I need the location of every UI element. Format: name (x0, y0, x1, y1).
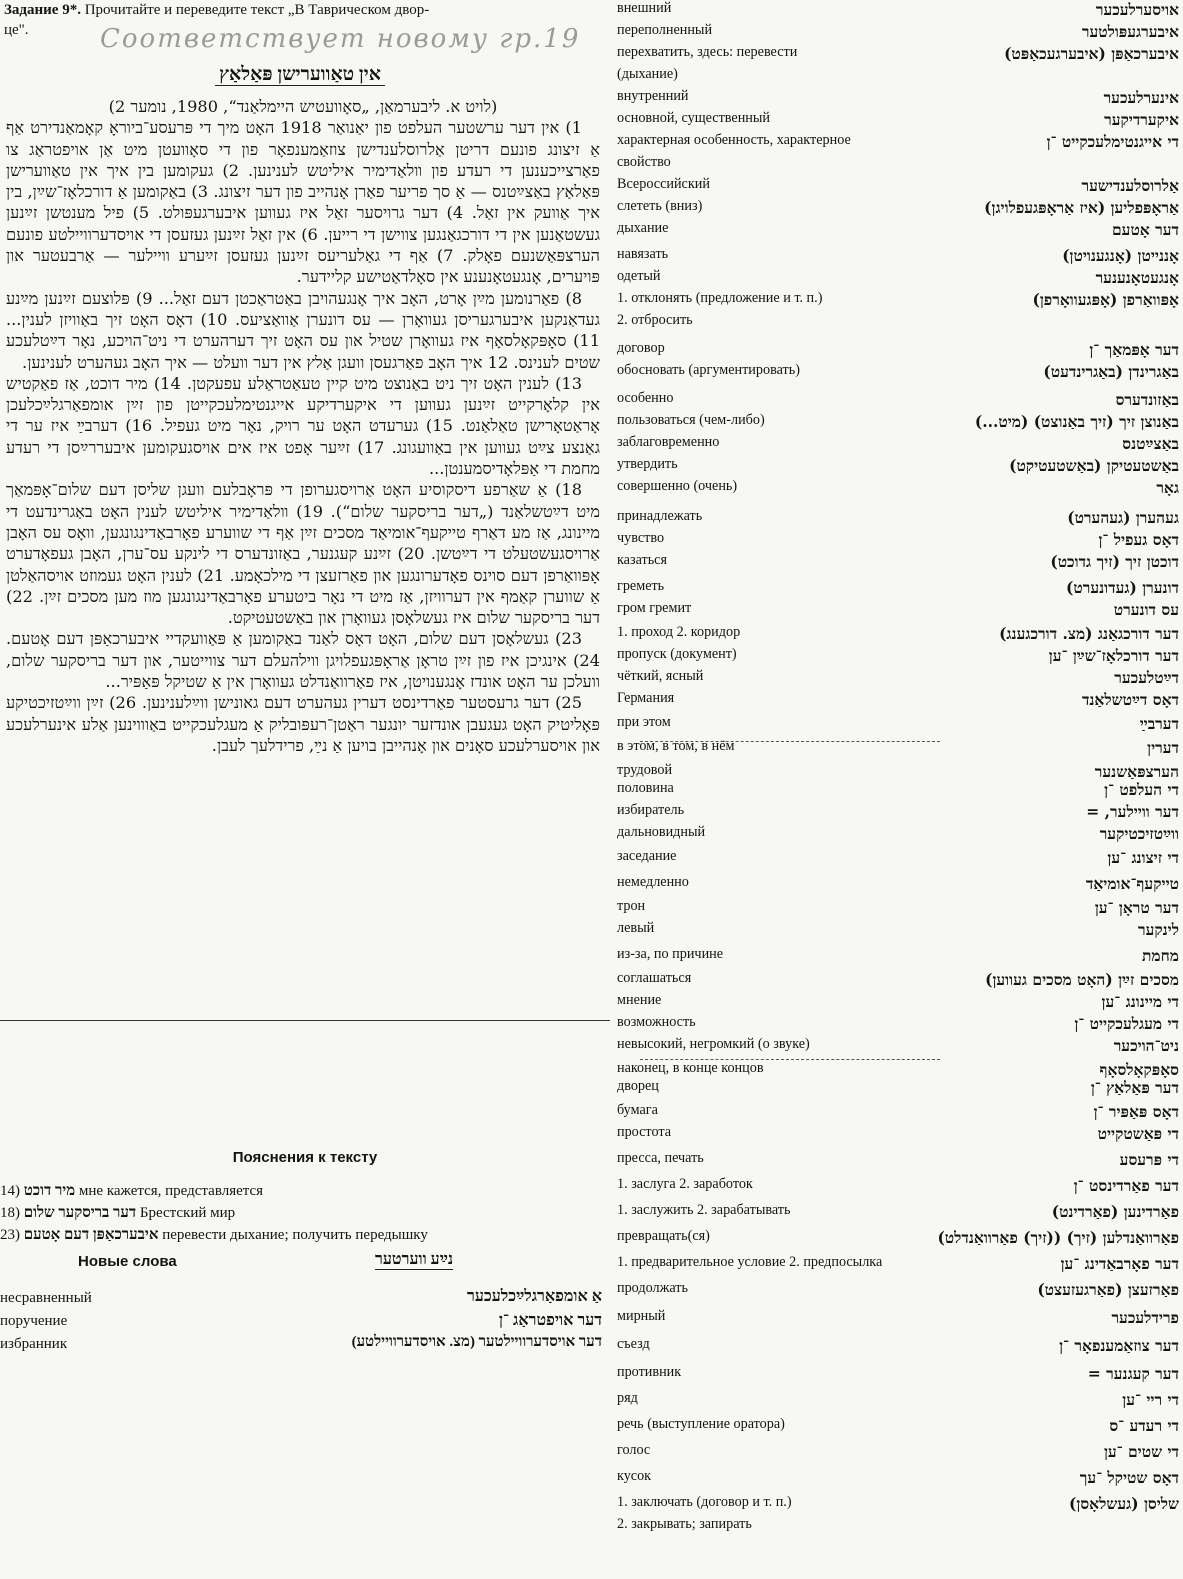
vocab-ru: возможность (617, 1014, 696, 1030)
vocab-yd: אינערלעכער (1103, 88, 1179, 107)
vocab-yd: גאָר (1156, 478, 1179, 497)
vocab-yd: דער צוזאַמענפאָר ־ן (1059, 1336, 1179, 1355)
vocab-ru: внешний (617, 0, 672, 16)
vocab-ru: при этом (617, 714, 671, 730)
dashed-divider (640, 741, 940, 742)
vocab-entry (612, 1468, 1183, 1490)
vocab-ru: Германия (617, 690, 675, 706)
story-paragraph: 18) אַ שאַרפע דיסקוסיע האָט אַרויסגערופן די פּראָבלעם וועגן שליסן דעם שלום־אָפּמאַך מיט דײַטשלאַנד („דער בריסקער שלום“). 19) װלאַדימיר איליטש לענין האָט באַגרינדעט די מיינונג, אַז מע דאַרף טייקעף־אומיאַד מסכים זײַן אַף די שווערע פאָרבאַדינגונגען, וואָס עס האָבן אַרויסגעשטעלט די דײַטשן. 20) זײַנע קעגנער, באַזונדערס די לינקע עס־ערן, האָבן געפאָדערט אָפּוואַרפן דעם סוינס פאָדערונגען און פאַרזעצן די מילכאָמע. 21) לענין האָט געמוזט אויסהאַלטן אַ שווערן קאַמף אין דערוויזן, אַז מיט די נאָר ביטערע פאָרבאַדינגונגען מוז מען מסכים זײַן. 22) דער בריסקער שלום איז געשלאָסן געוואָרן און באַשטעטיקט. (6, 480, 600, 628)
vocab-yd: דער קעגנער = (1087, 1364, 1179, 1383)
vocab-entry (612, 690, 1183, 712)
vocab-ru: левый (617, 920, 655, 936)
vocab-yd: דער אָפּמאַך ־ן (1089, 340, 1179, 359)
task-text: Прочитайте и переведите текст „В Таврическом двор- (84, 2, 430, 18)
vocab-ru: перехватить, здесь: перевести (617, 44, 798, 60)
vocab-ru: утвердить (617, 456, 678, 472)
vocab-entry (612, 88, 1183, 110)
vocab-ru: несравненный (0, 1290, 92, 1306)
vocab-yd: די זיצונג ־ען (1107, 848, 1179, 867)
vocab-yd: אויסערלעכער (1095, 0, 1179, 19)
vocab-ru-cont: свойство (617, 154, 671, 170)
vocab-yd: דאָס געפיל ־ן (1098, 530, 1179, 549)
vocab-yd: פרידלעכער (1111, 1308, 1179, 1327)
vocab-entry (612, 624, 1183, 646)
vocab-yd: טייקעף־אומיאַד (1085, 874, 1179, 893)
vocab-yd: אָנגעטאָנענער (1095, 268, 1179, 287)
vocab-ru: совершенно (очень) (617, 478, 738, 494)
vocab-entry (612, 110, 1183, 132)
vocab-ru: речь (выступление оратора) (617, 1416, 785, 1432)
vocab-entry (612, 668, 1183, 690)
vocab-ru: в этом, в том, в нём (617, 738, 735, 754)
vocab-entry (612, 874, 1183, 896)
vocab-yd: דוכטן זיך (זיך גדוכט) (1050, 552, 1179, 571)
vocab-yd: די שטים ־ען (1103, 1442, 1179, 1461)
vocab-entry (612, 340, 1183, 362)
vocab-yd: דער אויסדערוויילטער (מצ. אויסדערוויילטע) (351, 1334, 602, 1350)
vocab-ru: характерная особенность, характерное (617, 132, 851, 148)
vocab-yd: געהערן (געהערט) (1067, 508, 1179, 527)
vocab-entry (612, 22, 1183, 44)
vocab-yd: אָפּוואַרפן (אָפּגעוואָרפן) (1032, 290, 1179, 309)
vocab-entry (612, 478, 1183, 500)
vocab-ru: чёткий, ясный (617, 668, 704, 684)
vocab-ru: гром гремит (617, 600, 692, 616)
vocab-ru: внутренний (617, 88, 689, 104)
vocab-entry (612, 578, 1183, 600)
vocab-ru: простота (617, 1124, 672, 1140)
task-text-cont: це". (4, 22, 29, 38)
vocab-ru: 1. проход 2. коридор (617, 624, 741, 640)
vocab-entry (612, 246, 1183, 268)
vocab-entry (612, 530, 1183, 552)
vocab-yd: אַראָפּפליען (איז אַראָפּגעפלויגן) (984, 198, 1179, 217)
vocab-yd: שליסן (געשלאָסן) (1069, 1494, 1179, 1513)
vocab-ru: продолжать (617, 1280, 688, 1296)
vocab-ru: основной, существенный (617, 110, 771, 126)
vocab-ru: слететь (вниз) (617, 198, 703, 214)
vocab-entry (612, 1416, 1183, 1438)
vocab-ru: избранник (0, 1336, 68, 1352)
vocab-yd: לינקער (1137, 920, 1179, 939)
vocab-entry (612, 780, 1183, 802)
story-paragraph: 8) פאַרנומען מײַן אָרט, האָב איך אָנגעהויבן באַטראַכטן דעם זאַל... 9) פּלוצעם זײַנען מײַנע געדאַנקען איבערגעריסן געוואָרן — עס דונערן אַוואַציעס. 10) דאָס האָט זיך באַוויזן לענין... 11) סאָפּקאָלסאָף איז געוואָרן שטיל און עס האָט זיך דערהערט די ניט־הויכע, נאָר דײַטלעכע שטים לענינס. 12 איך האָב פאַרגעסן וועגן אַלץ אין דער וועלט — איך האָב געהערט לענינען. (6, 288, 600, 372)
vocab-entry (612, 970, 1183, 992)
vocab-entry (612, 1308, 1183, 1330)
vocab-ru: договор (617, 340, 665, 356)
vocab-entry (612, 220, 1183, 242)
vocab-ru: обосновать (аргументировать) (617, 362, 800, 378)
vocab-yd: ווײַטזיכטיקער (1099, 824, 1179, 843)
vocab-entry (612, 44, 1183, 82)
vocab-yd: מחמת (1141, 946, 1179, 965)
vocab-entry (612, 946, 1183, 968)
vocab-yd: איקערדיקער (1104, 110, 1179, 129)
vocab-entry (612, 1176, 1183, 1198)
vocab-yd: די מיינונג ־ען (1101, 992, 1179, 1011)
divider (0, 1020, 610, 1021)
vocab-entry (612, 824, 1183, 846)
vocab-entry (612, 1228, 1183, 1250)
new-words-label-ru: Новые слова (78, 1253, 177, 1270)
story-paragraph: (לויט א. ליבערמאַן, „סאָוועטיש היימלאַנד“, 1980, נומער 2) (108, 97, 498, 116)
task-label: Задание 9*. (4, 2, 81, 18)
vocab-entry (612, 1390, 1183, 1412)
vocab-yd: איבערגעפּולטער (1081, 22, 1179, 41)
vocab-ru: бумага (617, 1102, 658, 1118)
vocab-ru: наконец, в конце концов (617, 1060, 764, 1076)
vocab-ru: съезд (617, 1336, 650, 1352)
vocab-yd: סאָפּקאָלסאָף (1099, 1060, 1179, 1079)
vocab-ru: половина (617, 780, 674, 796)
vocab-entry (612, 1336, 1183, 1358)
vocab-ru: противник (617, 1364, 682, 1380)
vocab-ru: 1. заключать (договор и т. п.) (617, 1494, 792, 1510)
vocab-entry (612, 1014, 1183, 1036)
story-title: אין טאַווערישן פּאַלאַץ (0, 64, 600, 86)
vocab-yd: דערין (1147, 738, 1179, 757)
vocab-yd: דער פאָרבאַדינג ־ען (1060, 1254, 1179, 1273)
vocab-yd: עס דונערט (1113, 600, 1179, 619)
vocab-ru: 1. заслуга 2. заработок (617, 1176, 753, 1192)
note-item: 23) איבערכאַפּן דעם אָטעם перевести дыхание; получить передышку (0, 1227, 428, 1243)
vocab-ru: греметь (617, 578, 665, 594)
vocab-ru: одетый (617, 268, 661, 284)
vocab-ru: поручение (0, 1313, 68, 1329)
vocab-yd: דער דורכלאָז־שײַן ־ען (1048, 646, 1179, 665)
vocab-entry (612, 434, 1183, 456)
vocab-ru: кусок (617, 1468, 652, 1484)
vocab-ru: чувство (617, 530, 665, 546)
vocab-entry (612, 992, 1183, 1014)
vocab-entry (612, 508, 1183, 530)
vocab-ru: дыхание (617, 220, 669, 236)
vocab-ru: пропуск (документ) (617, 646, 737, 662)
vocab-yd: די רעדע ־ס (1109, 1416, 1179, 1435)
vocab-yd: די פּרעסע (1119, 1150, 1179, 1169)
vocab-entry (612, 198, 1183, 220)
vocab-ru: пресса, печать (617, 1150, 704, 1166)
vocab-entry (612, 1280, 1183, 1302)
vocab-yd: ניט־הויכער (1113, 1036, 1179, 1055)
vocab-entry (612, 1102, 1183, 1124)
vocab-entry (612, 1036, 1183, 1058)
vocab-yd: אַ אומפאַרגלײַכלעכער (466, 1288, 602, 1305)
vocab-yd: באַנוצן זיך (זיך באַנוצט) (מיט...) (974, 412, 1179, 431)
vocab-yd: דונערן (געדונערט) (1066, 578, 1179, 597)
vocab-ru-cont: 2. закрывать; запирать (617, 1516, 752, 1532)
notes-title: Пояснения к тексту (232, 1149, 378, 1166)
vocab-yd: באַשטעטיקן (באַשטעטיקט) (1009, 456, 1179, 475)
vocab-yd: דער וויילער, = (1086, 802, 1179, 821)
vocab-ru: навязать (617, 246, 669, 262)
vocab-ru: трудовой (617, 762, 673, 778)
vocab-yd: די העלפט ־ן (1104, 780, 1179, 799)
vocab-entry (612, 646, 1183, 668)
vocab-ru: дворец (617, 1078, 659, 1094)
story-paragraph: 1) אין דער ערשטער העלפט פון יאַנואַר 1918 האָט מיך די פּרעסע־ביוראָ קאָמאַנדירט אַף אַ זיצונג פונעם דריטן אַלרוסלענדישן צוזאַמענפאָר פון די סאָוועטן מיט אַן אויפטראַג צו פאַרצייכענען די רעדע פון װלאַדימיר איליטש לענינען. 2) געקומען בין איך אין טאַווערישן פּאַלאַץ באַצײַטנס — אַ סך פריער פאַרן אָנהייב פון דער זיצונג. 3) באַקומען אַ דורכלאָז־שײַן, בין איך אַוועק אין זאַל. 4) דער גרויסער זאַל איז געווען איבערגעפּולט. 5) פיל מענטשן זײַנען געשטאַנען אין די דורכגאַנגען צווישן די רייען. 6) אין זאַל זײַנען געזעסן די אויסדערוויילטע פונעם הערצפּאַשנעם פאָלק. 7) אַף די גאַלעריעס זײַנען געזעסן זײַערע וויילער — אַרבעטער און פּויערים, אָנגעטאָנענע אין סאָלדאַטישע קליידער. (6, 118, 601, 287)
vocab-entry (612, 132, 1183, 170)
vocab-ru: соглашаться (617, 970, 692, 986)
vocab-yd: אָננייטן (אָנגענויטן) (1062, 246, 1179, 265)
vocab-ru: Всероссийский (617, 176, 710, 192)
vocab-yd: מסכים זײַן (האָט מסכים געווען) (985, 970, 1179, 989)
story-paragraph: 23) געשלאָסן דעם שלום, האָט דאָס לאַנד באַקומען אַ פּאַוועקדיי איבערכאַפּן דעם אָטעם. 24) אינגיכן איז פון זײַן טראָן אַראָפּגעפלויגן ווילהעלם דער צווייטער, און דער בריסקער שלום, וועלכן ער האָט אונדז אָנגענויטן, איז פאַרוואַנדלט געוואָרן אין אַ שטיקל פּאַפּיר... (6, 629, 600, 692)
story-paragraph: 25) דער גרעסטער פאַרדינסט דערין געהערט דעם גאונישן ווײַלענינען. 26) זײַן ווײַטזיכטיקע פּאָליטיק האָט געגעבן אונדזער יונגער ראַטן־רעפּובליק אַ מעגלעכקייט באַוווינען אַלע אינערלעכע און אויסערלעכע סאָנים און אָנהייבן בויען אַ נײַ, פרידלעך לעבן. (6, 693, 600, 755)
vocab-ru: 1. заслужить 2. зарабатывать (617, 1202, 791, 1218)
handwritten-note: Соответствует новому гр.19 (100, 24, 581, 54)
vocab-ru: пользоваться (чем-либо) (617, 412, 765, 428)
dashed-divider (640, 1059, 940, 1060)
vocab-yd: דער פּאַלאַץ ־ן (1090, 1078, 1179, 1097)
vocab-yd: פאַרזעצן (פאַרגעזעצט) (1037, 1280, 1179, 1299)
vocab-entry (612, 1494, 1183, 1532)
note-item: 18) דער בריסקער שלום Брестский мир (0, 1205, 236, 1221)
vocab-entry (612, 1124, 1183, 1146)
vocab-yd: דער אויפטראַג ־ן (498, 1312, 602, 1329)
vocab-entry (612, 898, 1183, 920)
vocab-ru-cont: (дыхание) (617, 66, 678, 82)
new-words-label-yd: נײַע ווערטער (375, 1251, 454, 1268)
vocab-yd: דערבײַ (1139, 714, 1179, 733)
vocab-entry (612, 1364, 1183, 1386)
vocab-yd: דאָס דײַטשלאַנד (1081, 690, 1179, 709)
vocab-yd: פאַרוואַנדלען (זיך) ((זיך) פאַרוואַנדלט) (937, 1228, 1179, 1247)
vocab-yd: דאָס פּאַפּיר ־ן (1093, 1102, 1179, 1121)
vocab-entry (612, 714, 1183, 736)
vocab-entry (612, 176, 1183, 198)
vocab-ru: заблаговременно (617, 434, 720, 450)
vocab-entry (612, 456, 1183, 478)
vocab-entry (612, 1254, 1183, 1276)
vocabulary-column (612, 0, 1183, 1579)
vocab-ru: дальновидный (617, 824, 706, 840)
vocab-entry (612, 0, 1183, 22)
story-body (6, 96, 600, 756)
vocab-yd: דער פאַרדינסט ־ן (1073, 1176, 1179, 1195)
vocab-entry (612, 552, 1183, 574)
vocab-entry (612, 268, 1183, 290)
vocab-yd: אַלרוסלענדישער (1081, 176, 1179, 195)
vocab-yd: דער טראָן ־ען (1094, 898, 1179, 917)
vocab-ru: немедленно (617, 874, 689, 890)
vocab-yd: באַצײַטנס (1122, 434, 1179, 453)
vocab-yd: די ריי ־ען (1122, 1390, 1179, 1409)
vocab-yd: דער דורכגאַנג (מצ. דורכגענג) (999, 624, 1179, 643)
vocab-entry (612, 1078, 1183, 1100)
story-paragraph: 13) לענין האָט זיך ניט באַנוצט מיט קיין טעאַטראַלע עפעקטן. 14) מיר דוכט, אַז פאַקטיש אין קלאָרקייט זײַנען געווען די איקערדיקע אייגנטימלעכקייטן פון זײַן אומפאַרגלײַכלעכן אָראַטאָרישן טאַלאַנט. 15) גערעדט האָט ער רויק, נאָר מיט געפיל. 16) דערבײַ איז ער די גאַנצע צײַט געווען אין באַוועגונג. 17) זײַער אָפט איז אים אויסגעקומען איבעררײַסן די רעדע מחמת די אַפּלאָדיסמענטן... (6, 373, 601, 479)
vocab-yd: איבערכאַפּן (איבערגעכאַפּט) (1004, 44, 1179, 63)
vocab-ru: принадлежать (617, 508, 703, 524)
vocab-ru: ряд (617, 1390, 638, 1406)
vocab-entry (612, 362, 1183, 384)
vocab-yd: באַגרינדן (באַגרינדעט) (1043, 362, 1179, 381)
vocab-entry (612, 1442, 1183, 1464)
vocab-yd: הערצפּאַשנער (1094, 762, 1179, 781)
note-item: 14) מיר דוכט мне кажется, представляется (0, 1183, 264, 1199)
vocab-yd: פאַרדינען (פאַרדינט) (1051, 1202, 1179, 1221)
vocab-entry (612, 920, 1183, 942)
vocab-entry (612, 600, 1183, 622)
vocab-yd: דער אָטעם (1112, 220, 1179, 239)
vocab-yd: די פּאַשטקייט (1097, 1124, 1179, 1143)
vocab-ru: переполненный (617, 22, 713, 38)
vocab-ru: 1. отклонять (предложение и т. п.) (617, 290, 823, 306)
vocab-yd: די מעגלעכקייט ־ן (1074, 1014, 1179, 1033)
vocab-ru: казаться (617, 552, 668, 568)
vocab-entry (612, 848, 1183, 870)
vocab-entry (612, 1150, 1183, 1172)
vocab-yd: דײַטלעכער (1114, 668, 1179, 687)
vocab-entry (612, 412, 1183, 434)
vocab-ru: превращать(ся) (617, 1228, 710, 1244)
vocab-entry (612, 802, 1183, 824)
vocab-ru: невысокий, негромкий (о звуке) (617, 1036, 810, 1052)
vocab-ru: мирный (617, 1308, 666, 1324)
vocab-ru: избиратель (617, 802, 685, 818)
vocab-entry (612, 390, 1183, 412)
vocab-yd: די אייגנטימלעכקייט ־ן (1046, 132, 1179, 151)
vocab-entry (612, 290, 1183, 328)
vocab-ru: из-за, по причине (617, 946, 724, 962)
vocab-ru-cont: 2. отбросить (617, 312, 693, 328)
notes-list (0, 1180, 610, 1246)
vocab-ru: трон (617, 898, 646, 914)
vocab-ru: голос (617, 1442, 651, 1458)
vocab-ru: заседание (617, 848, 677, 864)
vocab-yd: דאָס שטיקל ־עך (1079, 1468, 1179, 1487)
vocab-yd: באַזונדערס (1115, 390, 1179, 409)
vocab-entry (612, 1202, 1183, 1224)
vocab-ru: особенно (617, 390, 674, 406)
vocab-ru: 1. предварительное условие 2. предпосылка (617, 1254, 883, 1270)
vocab-ru: мнение (617, 992, 662, 1008)
